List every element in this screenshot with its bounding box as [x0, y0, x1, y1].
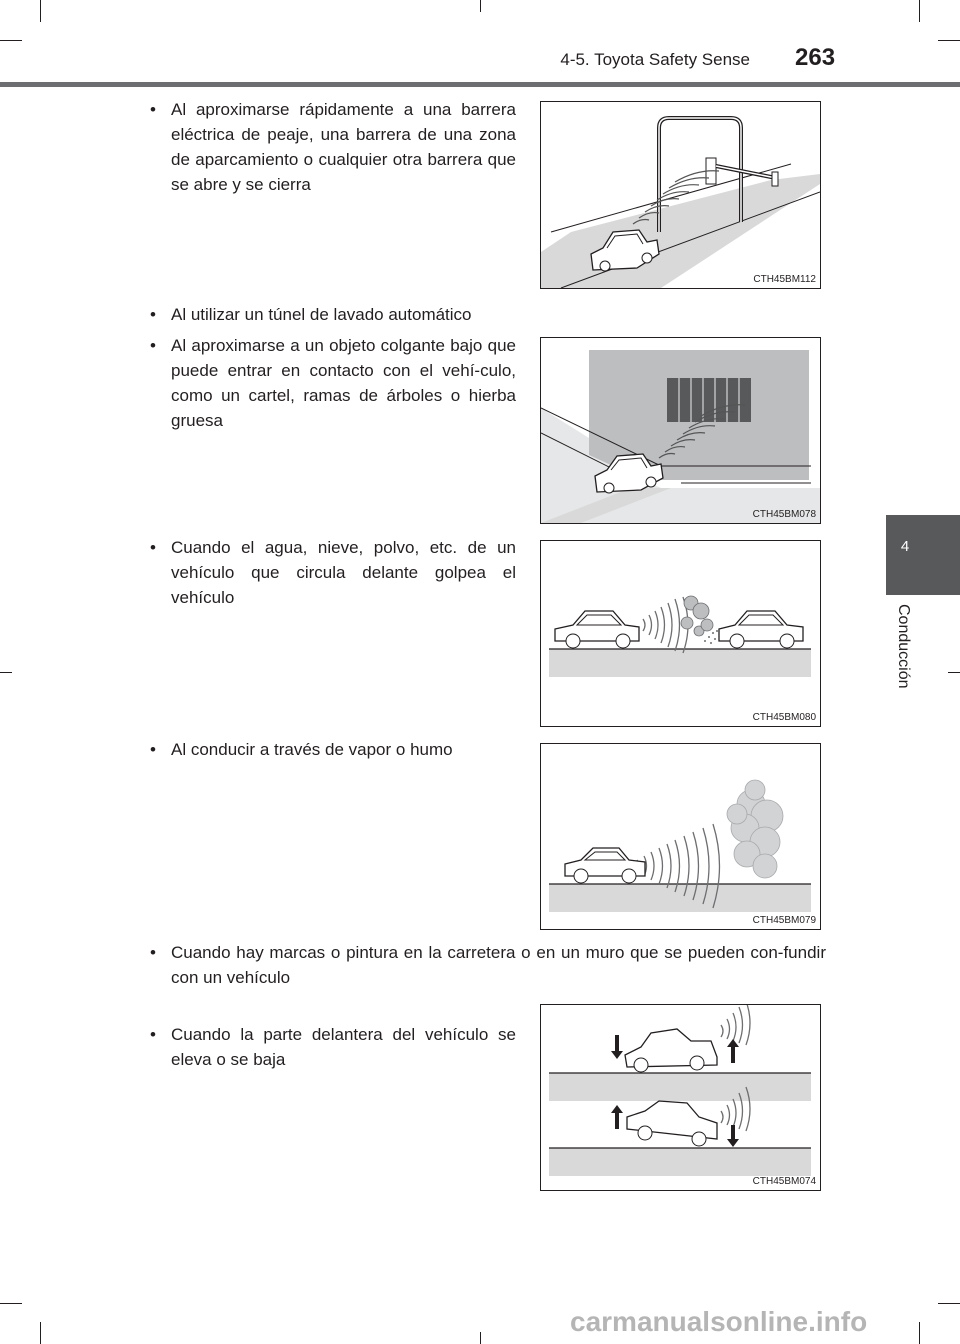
bullet-text: Al aproximarse rápidamente a una barrera eléctrica de peaje, una barrera de una zona de aparcamiento o cualquier otra barrera que se abre y se cierra	[171, 100, 516, 194]
crop-mark	[919, 1322, 920, 1344]
car-icon	[555, 611, 639, 648]
bullet-item	[150, 1022, 516, 1072]
crop-mark	[948, 672, 960, 673]
bullet-mark: •	[150, 1025, 156, 1044]
crop-mark	[0, 672, 12, 673]
bullet-mark: •	[150, 305, 156, 324]
bullet-item	[150, 535, 516, 610]
crop-mark	[40, 1322, 41, 1344]
watermark-logo: carmanualsonline.info	[570, 1306, 868, 1337]
bullet-item	[150, 302, 550, 327]
bullet-item	[150, 737, 516, 762]
bullet-text: Cuando la parte delantera del vehículo se eleva o se baja	[171, 1025, 516, 1069]
crop-mark	[0, 40, 22, 41]
bullet-item	[150, 97, 516, 197]
bullet-text: Al utilizar un túnel de lavado automático	[171, 305, 472, 324]
toll-barrier-illustration	[541, 102, 820, 288]
car-icon	[627, 1101, 717, 1146]
spray-illustration	[541, 541, 820, 726]
figure-code: CTH45BM112	[753, 274, 816, 285]
chapter-tab	[886, 515, 960, 595]
figure-code: CTH45BM078	[752, 509, 816, 520]
figure-code: CTH45BM079	[752, 915, 816, 926]
car-icon	[719, 611, 803, 648]
bullet-mark: •	[150, 943, 156, 962]
bullet-text: Cuando hay marcas o pintura en la carretera o en un muro que se pueden con-fundir con un vehículo	[171, 943, 826, 987]
chapter-label: Conducción	[895, 604, 912, 689]
crop-mark	[0, 1303, 22, 1304]
bullet-text: Al aproximarse a un objeto colgante bajo que puede entrar en contacto con el vehí-culo, como un cartel, ramas de árboles o hierba gruesa	[171, 336, 516, 430]
hanging-object-illustration	[541, 338, 820, 523]
bullet-text: Al conducir a través de vapor o humo	[171, 740, 453, 759]
crop-mark	[938, 40, 960, 41]
section-title: 4-5. Toyota Safety Sense	[560, 50, 750, 69]
figure-spray	[540, 540, 821, 727]
crop-mark	[480, 1332, 481, 1344]
figure-code: CTH45BM080	[752, 712, 816, 723]
crop-mark	[480, 0, 481, 12]
bullet-mark: •	[150, 538, 156, 557]
page-number: 263	[795, 44, 836, 71]
bullet-mark: •	[150, 336, 156, 355]
bullet-mark: •	[150, 100, 156, 119]
pitch-illustration	[541, 1005, 820, 1190]
bullet-item	[150, 333, 516, 433]
figure-hanging-object	[540, 337, 821, 524]
crop-mark	[938, 1303, 960, 1304]
chapter-number: 4	[900, 538, 910, 555]
header-rule	[0, 82, 960, 87]
bullet-mark: •	[150, 740, 156, 759]
bullet-text: Cuando el agua, nieve, polvo, etc. de un vehículo que circula delante golpea el vehículo	[171, 538, 516, 607]
figure-toll-barrier	[540, 101, 821, 289]
crop-mark	[40, 0, 41, 22]
smoke-illustration	[541, 744, 820, 929]
figure-pitch	[540, 1004, 821, 1191]
crop-mark	[919, 0, 920, 22]
car-icon	[625, 1029, 717, 1072]
figure-smoke	[540, 743, 821, 930]
figure-code: CTH45BM074	[752, 1176, 816, 1187]
car-icon	[565, 848, 645, 883]
bullet-item	[150, 940, 826, 990]
